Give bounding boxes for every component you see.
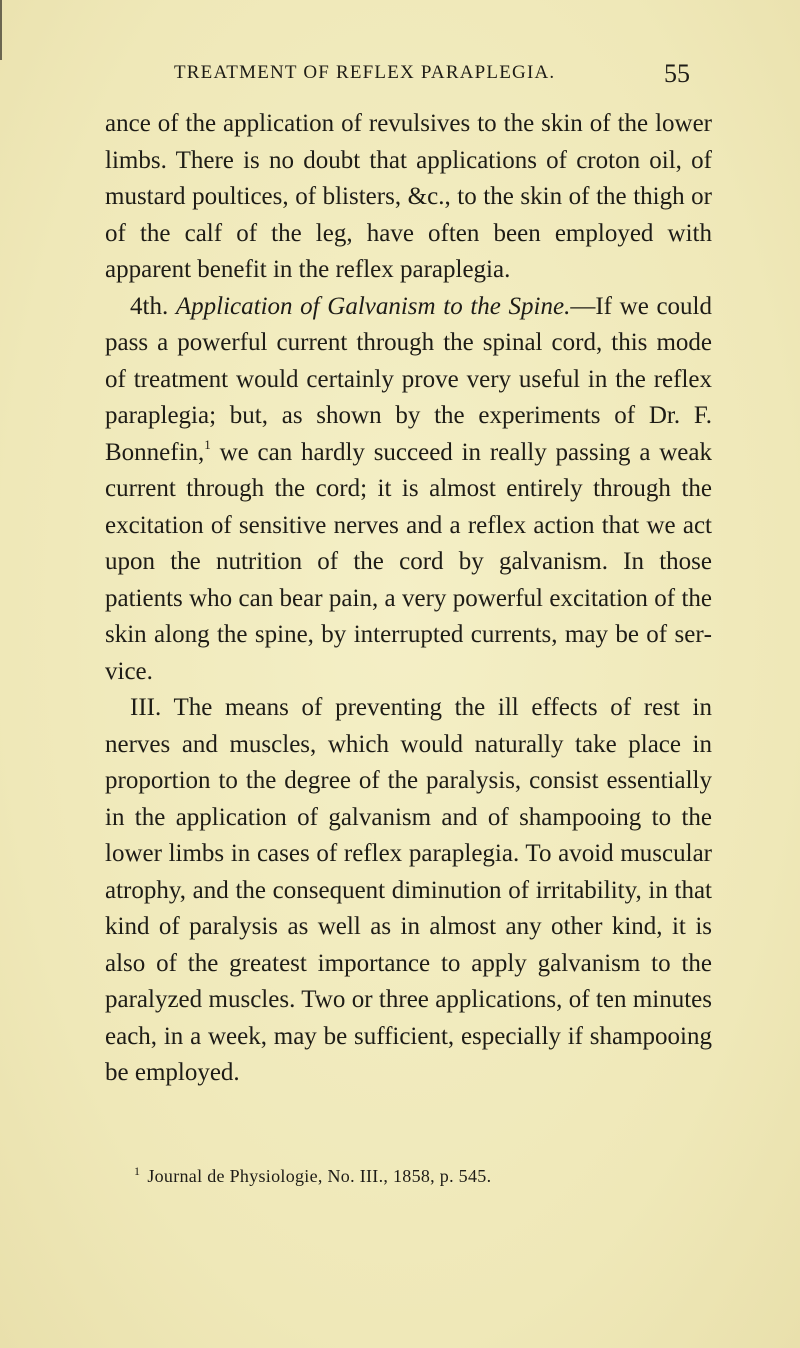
paragraph-1: ance of the application of revulsives to the skin of the lower limbs. There is no doubt that applications of croton oil, of mustard poultices, of blisters, &c., to the skin of the thigh or of the calf of the leg, have often been employed with apparent benefit in the reflex paraplegia. <box>105 110 712 283</box>
running-head: TREATMENT OF REFLEX PARAPLEGIA. <box>174 62 556 83</box>
footnote-text: Journal de Physiologie, No. III., 1858, p. 545. <box>147 1166 492 1186</box>
page-edge-shadow <box>0 0 2 60</box>
page-header <box>174 59 690 92</box>
paragraph-3: III. The means of preventing the ill effects of rest in nerves and muscles, which would naturally take place in proportion to the degree of the paralysis, consist essentially in the application of galvanism and of shampooing to the lower limbs in cases of reflex paraplegia. To avoid muscular atrophy, and the consequent diminution of irritability, in that kind of paralysis as well as in almost any other kind, it is also of the greatest importance to apply galvanism to the paralyzed muscles. Two or three applications, of ten minutes each, in a week, may be sufficient, especially if shampooing be employed. <box>105 694 712 1086</box>
footnote-mark: 1 <box>134 1164 141 1178</box>
body-text <box>105 106 712 1092</box>
footnote-reference: 1 <box>204 436 211 452</box>
page-number: 55 <box>664 59 690 88</box>
section-title: Application of Galvanism to the Spine. <box>175 292 571 320</box>
paragraph-2 <box>105 289 712 691</box>
paragraph-2-text-b: we can hardly succeed in really passing a weak current through the cord; it is almost entirely through the excitation of sensitive nerves and a reflex action that we act upon the nutrition of the cord by galvanism. In those patients who can bear pain, a very powerful excitation of the skin along the spine, by interrupted currents, may be of service. <box>105 438 712 685</box>
section-label: 4th. <box>130 292 169 320</box>
paragraph-2-text-a: —If we could pass a powerful current through the spinal cord, this mode of treatment would certainly prove very useful in the reflex paraplegia; but, as shown by the experiments of Dr. F. Bonnefin, <box>105 292 712 466</box>
footnote <box>134 1164 734 1187</box>
